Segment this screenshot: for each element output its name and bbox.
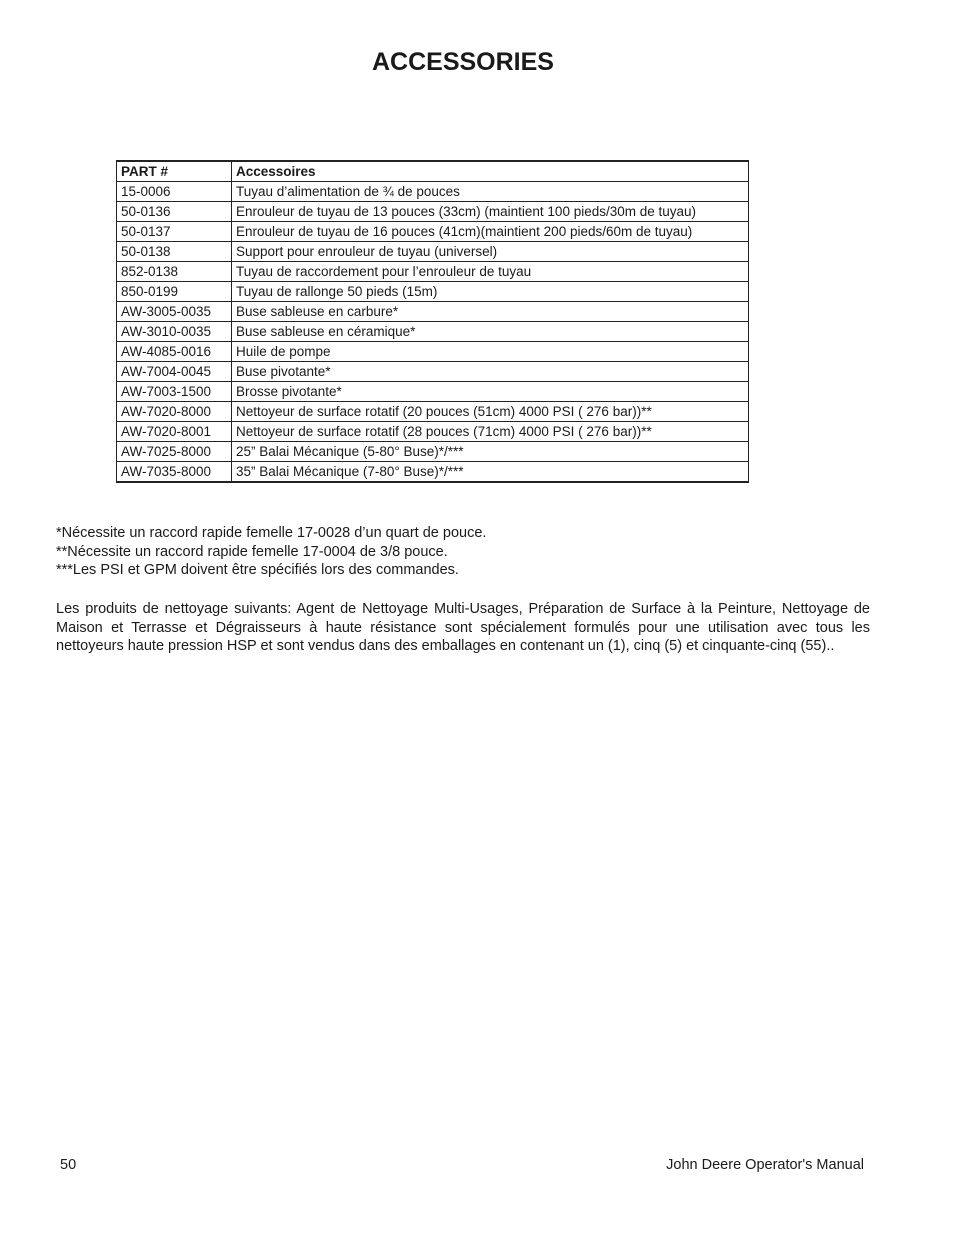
description-cell: Tuyau d’alimentation de ¾ de pouces bbox=[232, 182, 749, 202]
description-cell: Buse pivotante* bbox=[232, 362, 749, 382]
part-number-cell: 50-0137 bbox=[117, 222, 232, 242]
table-row bbox=[117, 182, 749, 202]
table-row bbox=[117, 362, 749, 382]
manual-title: John Deere Operator's Manual bbox=[666, 1157, 864, 1173]
part-number-cell: 15-0006 bbox=[117, 182, 232, 202]
description-cell: Brosse pivotante* bbox=[232, 382, 749, 402]
description-cell: Huile de pompe bbox=[232, 342, 749, 362]
page-number: 50 bbox=[60, 1157, 77, 1173]
description-cell: Nettoyeur de surface rotatif (20 pouces (51cm) 4000 PSI ( 276 bar))** bbox=[232, 402, 749, 422]
description-cell: Nettoyeur de surface rotatif (28 pouces (71cm) 4000 PSI ( 276 bar))** bbox=[232, 422, 749, 442]
part-number-cell: AW-7020-8000 bbox=[117, 402, 232, 422]
description-cell: Buse sableuse en carbure* bbox=[232, 302, 749, 322]
page-title: ACCESSORIES bbox=[372, 48, 554, 76]
part-number-cell: 850-0199 bbox=[117, 282, 232, 302]
part-number-cell: AW-7003-1500 bbox=[117, 382, 232, 402]
table-row bbox=[117, 402, 749, 422]
footnotes bbox=[56, 524, 870, 580]
table-row bbox=[117, 282, 749, 302]
part-number-cell: AW-3005-0035 bbox=[117, 302, 232, 322]
description-cell: 35” Balai Mécanique (7-80° Buse)*/*** bbox=[232, 462, 749, 483]
footnote-double-star: **Nécessite un raccord rapide femelle 17-0004 de 3/8 pouce. bbox=[56, 543, 448, 560]
table-row bbox=[117, 262, 749, 282]
footnote-single-star: *Nécessite un raccord rapide femelle 17-0028 d’un quart de pouce. bbox=[56, 525, 487, 541]
table-row bbox=[117, 442, 749, 462]
table-row bbox=[117, 422, 749, 442]
description-cell: Enrouleur de tuyau de 16 pouces (41cm)(maintient 200 pieds/60m de tuyau) bbox=[232, 222, 749, 242]
part-number-cell: AW-3010-0035 bbox=[117, 322, 232, 342]
table-row bbox=[117, 202, 749, 222]
table-row bbox=[117, 242, 749, 262]
part-number-cell: 852-0138 bbox=[117, 262, 232, 282]
description-cell: Enrouleur de tuyau de 13 pouces (33cm) (maintient 100 pieds/30m de tuyau) bbox=[232, 202, 749, 222]
column-header-part: PART # bbox=[117, 161, 232, 182]
table-row bbox=[117, 302, 749, 322]
part-number-cell: 50-0136 bbox=[117, 202, 232, 222]
description-cell: Tuyau de rallonge 50 pieds (15m) bbox=[232, 282, 749, 302]
cleaning-products-paragraph: Les produits de nettoyage suivants: Agent de Nettoyage Multi-Usages, Préparation de Surface à la Peinture, Nettoyage de Maison et Terrasse et Dégraisseurs à haute résistance sont spécialement formulés pour une utilisation avec tous les nettoyeurs haute pression HSP et sont vendus dans des emballages en contenant un (1), cinq (5) et cinquante-cinq (55).. bbox=[56, 601, 870, 655]
table-header-row bbox=[117, 161, 749, 182]
description-cell: Support pour enrouleur de tuyau (universel) bbox=[232, 242, 749, 262]
description-cell: Tuyau de raccordement pour l’enrouleur de tuyau bbox=[232, 262, 749, 282]
part-number-cell: AW-4085-0016 bbox=[117, 342, 232, 362]
part-number-cell: AW-7035-8000 bbox=[117, 462, 232, 483]
description-cell: Buse sableuse en céramique* bbox=[232, 322, 749, 342]
table-body bbox=[117, 182, 749, 483]
description-cell: 25” Balai Mécanique (5-80° Buse)*/*** bbox=[232, 442, 749, 462]
accessories-table bbox=[116, 160, 749, 483]
column-header-accessoires: Accessoires bbox=[232, 161, 749, 182]
table-row bbox=[117, 222, 749, 242]
part-number-cell: 50-0138 bbox=[117, 242, 232, 262]
table-row bbox=[117, 322, 749, 342]
table-row bbox=[117, 382, 749, 402]
table-row bbox=[117, 462, 749, 483]
part-number-cell: AW-7025-8000 bbox=[117, 442, 232, 462]
table-row bbox=[117, 342, 749, 362]
part-number-cell: AW-7004-0045 bbox=[117, 362, 232, 382]
part-number-cell: AW-7020-8001 bbox=[117, 422, 232, 442]
footnote-triple-star: ***Les PSI et GPM doivent être spécifiés lors des commandes. bbox=[56, 562, 459, 579]
